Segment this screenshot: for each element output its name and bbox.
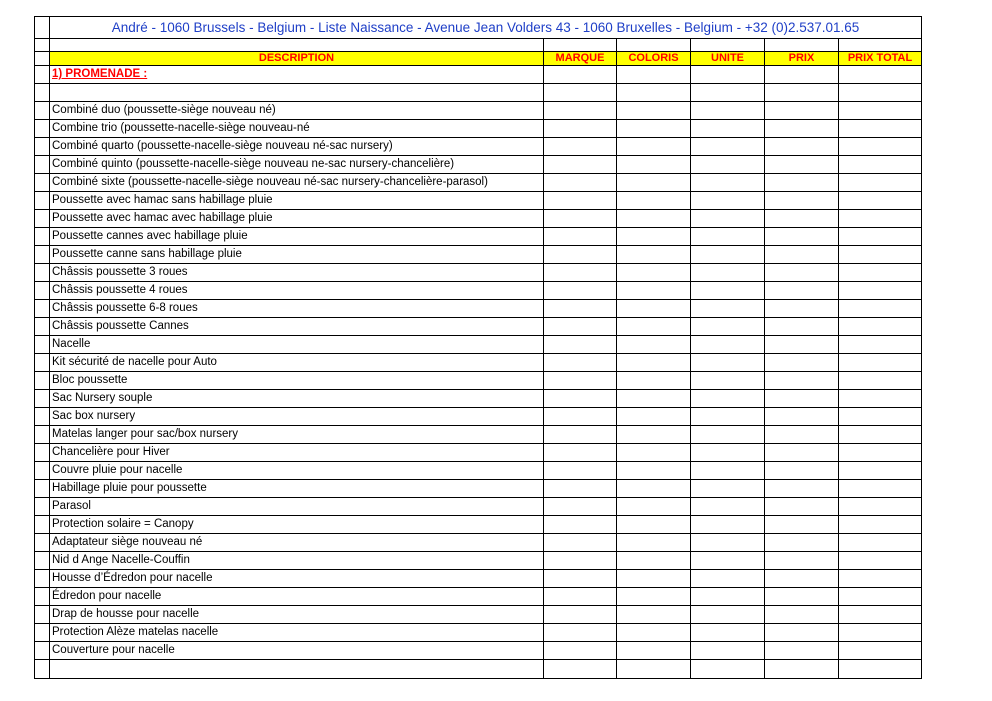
- empty-cell[interactable]: [691, 84, 765, 102]
- item-prix-total[interactable]: [839, 156, 922, 174]
- item-prix[interactable]: [765, 354, 839, 372]
- item-prix[interactable]: [765, 300, 839, 318]
- item-coloris[interactable]: [617, 408, 691, 426]
- row-gutter-cell[interactable]: [35, 156, 50, 174]
- item-prix-total[interactable]: [839, 444, 922, 462]
- section-row: [35, 66, 922, 84]
- item-description[interactable]: Poussette avec hamac sans habillage pluie: [50, 192, 544, 210]
- empty-cell[interactable]: [765, 660, 839, 679]
- table-row: [35, 516, 922, 534]
- item-marque[interactable]: [544, 282, 617, 300]
- item-description[interactable]: Châssis poussette Cannes: [50, 318, 544, 336]
- item-description[interactable]: Nacelle: [50, 336, 544, 354]
- row-gutter-cell[interactable]: [35, 102, 50, 120]
- item-marque[interactable]: [544, 264, 617, 282]
- empty-cell[interactable]: [617, 66, 691, 84]
- row-gutter-cell[interactable]: [35, 174, 50, 192]
- item-unite[interactable]: [691, 228, 765, 246]
- item-unite[interactable]: [691, 300, 765, 318]
- item-unite[interactable]: [691, 552, 765, 570]
- table-row: [35, 624, 922, 642]
- row-gutter-cell[interactable]: [35, 300, 50, 318]
- row-gutter-cell[interactable]: [35, 462, 50, 480]
- item-prix-total[interactable]: [839, 498, 922, 516]
- item-prix[interactable]: [765, 516, 839, 534]
- header-coloris[interactable]: COLORIS: [617, 52, 691, 66]
- item-description[interactable]: Poussette avec hamac avec habillage pluie: [50, 210, 544, 228]
- table-row: [35, 606, 922, 624]
- item-coloris[interactable]: [617, 138, 691, 156]
- row-gutter-cell[interactable]: [35, 372, 50, 390]
- item-marque[interactable]: [544, 246, 617, 264]
- item-prix[interactable]: [765, 408, 839, 426]
- item-unite[interactable]: [691, 138, 765, 156]
- item-marque[interactable]: [544, 192, 617, 210]
- item-marque[interactable]: [544, 120, 617, 138]
- item-prix[interactable]: [765, 318, 839, 336]
- item-prix-total[interactable]: [839, 624, 922, 642]
- item-prix-total[interactable]: [839, 102, 922, 120]
- item-prix-total[interactable]: [839, 192, 922, 210]
- item-prix-total[interactable]: [839, 120, 922, 138]
- item-unite[interactable]: [691, 624, 765, 642]
- item-description[interactable]: Châssis poussette 4 roues: [50, 282, 544, 300]
- item-coloris[interactable]: [617, 156, 691, 174]
- spacer-row: [35, 39, 922, 52]
- row-gutter-cell[interactable]: [35, 246, 50, 264]
- item-prix-total[interactable]: [839, 516, 922, 534]
- item-coloris[interactable]: [617, 390, 691, 408]
- item-prix[interactable]: [765, 498, 839, 516]
- empty-cell[interactable]: [839, 84, 922, 102]
- item-coloris[interactable]: [617, 624, 691, 642]
- table-row: [35, 210, 922, 228]
- item-description[interactable]: Adaptateur siège nouveau né: [50, 534, 544, 552]
- empty-cell[interactable]: [544, 660, 617, 679]
- item-unite[interactable]: [691, 210, 765, 228]
- table-row: [35, 336, 922, 354]
- row-gutter-cell[interactable]: [35, 52, 50, 66]
- item-description[interactable]: Sac box nursery: [50, 408, 544, 426]
- item-unite[interactable]: [691, 102, 765, 120]
- item-prix-total[interactable]: [839, 462, 922, 480]
- item-prix[interactable]: [765, 624, 839, 642]
- table-row: [35, 282, 922, 300]
- table-row: [35, 138, 922, 156]
- blank-row: [35, 660, 922, 679]
- row-gutter-cell[interactable]: [35, 534, 50, 552]
- header-marque[interactable]: MARQUE: [544, 52, 617, 66]
- table-row: [35, 534, 922, 552]
- item-prix-total[interactable]: [839, 372, 922, 390]
- item-marque[interactable]: [544, 336, 617, 354]
- empty-cell[interactable]: [50, 39, 544, 52]
- row-gutter-cell[interactable]: [35, 390, 50, 408]
- table-row: [35, 552, 922, 570]
- item-marque[interactable]: [544, 516, 617, 534]
- item-description[interactable]: Poussette canne sans habillage pluie: [50, 246, 544, 264]
- item-prix-total[interactable]: [839, 264, 922, 282]
- item-coloris[interactable]: [617, 462, 691, 480]
- item-prix[interactable]: [765, 264, 839, 282]
- item-unite[interactable]: [691, 498, 765, 516]
- row-gutter-cell[interactable]: [35, 264, 50, 282]
- item-marque[interactable]: [544, 462, 617, 480]
- row-gutter-cell[interactable]: [35, 282, 50, 300]
- empty-cell[interactable]: [765, 66, 839, 84]
- item-coloris[interactable]: [617, 336, 691, 354]
- spreadsheet-table: [34, 16, 922, 679]
- empty-cell[interactable]: [839, 66, 922, 84]
- item-description[interactable]: Combiné quinto (poussette-nacelle-siège nouveau ne-sac nursery-chancelière): [50, 156, 544, 174]
- item-description[interactable]: Poussette cannes avec habillage pluie: [50, 228, 544, 246]
- row-gutter-cell[interactable]: [35, 606, 50, 624]
- item-description[interactable]: Nid d Ange Nacelle-Couffin: [50, 552, 544, 570]
- item-unite[interactable]: [691, 174, 765, 192]
- item-unite[interactable]: [691, 426, 765, 444]
- row-gutter-cell[interactable]: [35, 552, 50, 570]
- table-row: [35, 372, 922, 390]
- item-marque[interactable]: [544, 300, 617, 318]
- item-unite[interactable]: [691, 246, 765, 264]
- item-prix[interactable]: [765, 390, 839, 408]
- row-gutter-cell[interactable]: [35, 588, 50, 606]
- item-unite[interactable]: [691, 156, 765, 174]
- row-gutter-cell[interactable]: [35, 660, 50, 679]
- item-unite[interactable]: [691, 264, 765, 282]
- empty-cell[interactable]: [691, 39, 765, 52]
- blank-row: [35, 84, 922, 102]
- item-marque[interactable]: [544, 552, 617, 570]
- item-marque[interactable]: [544, 390, 617, 408]
- row-gutter-cell[interactable]: [35, 336, 50, 354]
- item-coloris[interactable]: [617, 606, 691, 624]
- item-description[interactable]: Combine trio (poussette-nacelle-siège nouveau-né: [50, 120, 544, 138]
- item-prix-total[interactable]: [839, 552, 922, 570]
- item-prix-total[interactable]: [839, 642, 922, 660]
- item-coloris[interactable]: [617, 480, 691, 498]
- item-marque[interactable]: [544, 138, 617, 156]
- table-row: [35, 642, 922, 660]
- item-prix[interactable]: [765, 282, 839, 300]
- item-unite[interactable]: [691, 480, 765, 498]
- empty-cell[interactable]: [50, 660, 544, 679]
- item-marque[interactable]: [544, 480, 617, 498]
- table-row: [35, 444, 922, 462]
- item-coloris[interactable]: [617, 264, 691, 282]
- table-row: [35, 570, 922, 588]
- table-row: [35, 192, 922, 210]
- item-coloris[interactable]: [617, 318, 691, 336]
- item-marque[interactable]: [544, 570, 617, 588]
- item-unite[interactable]: [691, 570, 765, 588]
- table-row: [35, 318, 922, 336]
- item-prix[interactable]: [765, 606, 839, 624]
- item-prix-total[interactable]: [839, 300, 922, 318]
- item-description[interactable]: Couverture pour nacelle: [50, 642, 544, 660]
- item-coloris[interactable]: [617, 534, 691, 552]
- item-marque[interactable]: [544, 318, 617, 336]
- item-description[interactable]: Édredon pour nacelle: [50, 588, 544, 606]
- row-gutter-cell[interactable]: [35, 570, 50, 588]
- item-prix[interactable]: [765, 534, 839, 552]
- item-description[interactable]: Châssis poussette 6-8 roues: [50, 300, 544, 318]
- item-marque[interactable]: [544, 606, 617, 624]
- item-prix[interactable]: [765, 480, 839, 498]
- item-coloris[interactable]: [617, 192, 691, 210]
- table-row: [35, 498, 922, 516]
- item-coloris[interactable]: [617, 354, 691, 372]
- item-description[interactable]: Bloc poussette: [50, 372, 544, 390]
- item-coloris[interactable]: [617, 498, 691, 516]
- table-row: [35, 354, 922, 372]
- item-marque[interactable]: [544, 210, 617, 228]
- header-description[interactable]: DESCRIPTION: [50, 52, 544, 66]
- item-marque[interactable]: [544, 354, 617, 372]
- item-prix[interactable]: [765, 462, 839, 480]
- item-coloris[interactable]: [617, 246, 691, 264]
- item-unite[interactable]: [691, 534, 765, 552]
- item-marque[interactable]: [544, 426, 617, 444]
- item-marque[interactable]: [544, 534, 617, 552]
- table-row: [35, 174, 922, 192]
- item-unite[interactable]: [691, 282, 765, 300]
- item-description[interactable]: Parasol: [50, 498, 544, 516]
- item-description[interactable]: Kit sécurité de nacelle pour Auto: [50, 354, 544, 372]
- table-row: [35, 462, 922, 480]
- row-gutter-cell[interactable]: [35, 354, 50, 372]
- item-prix[interactable]: [765, 156, 839, 174]
- item-description[interactable]: Protection Alèze matelas nacelle: [50, 624, 544, 642]
- item-marque[interactable]: [544, 174, 617, 192]
- table-row: [35, 102, 922, 120]
- row-gutter-cell[interactable]: [35, 516, 50, 534]
- item-marque[interactable]: [544, 102, 617, 120]
- item-description[interactable]: Protection solaire = Canopy: [50, 516, 544, 534]
- row-gutter-cell[interactable]: [35, 498, 50, 516]
- item-prix[interactable]: [765, 570, 839, 588]
- header-unite[interactable]: UNITE: [691, 52, 765, 66]
- item-prix-total[interactable]: [839, 426, 922, 444]
- item-unite[interactable]: [691, 120, 765, 138]
- empty-cell[interactable]: [544, 84, 617, 102]
- item-prix-total[interactable]: [839, 318, 922, 336]
- empty-cell[interactable]: [839, 39, 922, 52]
- item-prix-total[interactable]: [839, 480, 922, 498]
- row-gutter-cell[interactable]: [35, 624, 50, 642]
- item-coloris[interactable]: [617, 552, 691, 570]
- item-prix[interactable]: [765, 552, 839, 570]
- item-prix-total[interactable]: [839, 570, 922, 588]
- item-prix[interactable]: [765, 192, 839, 210]
- item-prix[interactable]: [765, 228, 839, 246]
- row-gutter-cell[interactable]: [35, 480, 50, 498]
- item-unite[interactable]: [691, 444, 765, 462]
- item-coloris[interactable]: [617, 516, 691, 534]
- item-description[interactable]: Châssis poussette 3 roues: [50, 264, 544, 282]
- item-prix[interactable]: [765, 336, 839, 354]
- item-coloris[interactable]: [617, 300, 691, 318]
- item-prix-total[interactable]: [839, 408, 922, 426]
- row-gutter-cell[interactable]: [35, 66, 50, 84]
- item-unite[interactable]: [691, 642, 765, 660]
- item-marque[interactable]: [544, 624, 617, 642]
- section-title[interactable]: 1) PROMENADE :: [50, 66, 544, 84]
- header-row: [35, 52, 922, 66]
- item-coloris[interactable]: [617, 120, 691, 138]
- item-prix[interactable]: [765, 138, 839, 156]
- item-marque[interactable]: [544, 498, 617, 516]
- item-prix[interactable]: [765, 444, 839, 462]
- row-gutter-cell[interactable]: [35, 228, 50, 246]
- table-row: [35, 408, 922, 426]
- row-gutter-cell[interactable]: [35, 138, 50, 156]
- item-description[interactable]: Drap de housse pour nacelle: [50, 606, 544, 624]
- row-gutter-cell[interactable]: [35, 39, 50, 52]
- item-unite[interactable]: [691, 318, 765, 336]
- item-unite[interactable]: [691, 372, 765, 390]
- empty-cell[interactable]: [765, 39, 839, 52]
- empty-cell[interactable]: [765, 84, 839, 102]
- item-prix-total[interactable]: [839, 246, 922, 264]
- item-description[interactable]: Housse d’Édredon pour nacelle: [50, 570, 544, 588]
- item-prix-total[interactable]: [839, 534, 922, 552]
- row-gutter-cell[interactable]: [35, 318, 50, 336]
- item-prix-total[interactable]: [839, 336, 922, 354]
- item-prix[interactable]: [765, 120, 839, 138]
- table-row: [35, 426, 922, 444]
- empty-cell[interactable]: [544, 66, 617, 84]
- empty-cell[interactable]: [839, 660, 922, 679]
- table-row: [35, 588, 922, 606]
- item-prix[interactable]: [765, 426, 839, 444]
- empty-cell[interactable]: [50, 84, 544, 102]
- item-description[interactable]: Sac Nursery souple: [50, 390, 544, 408]
- item-unite[interactable]: [691, 390, 765, 408]
- item-prix-total[interactable]: [839, 282, 922, 300]
- item-coloris[interactable]: [617, 642, 691, 660]
- item-description[interactable]: Habillage pluie pour poussette: [50, 480, 544, 498]
- item-prix-total[interactable]: [839, 606, 922, 624]
- table-row: [35, 156, 922, 174]
- empty-cell[interactable]: [617, 84, 691, 102]
- item-description[interactable]: Combiné quarto (poussette-nacelle-siège nouveau né-sac nursery): [50, 138, 544, 156]
- row-gutter-cell[interactable]: [35, 84, 50, 102]
- item-coloris[interactable]: [617, 426, 691, 444]
- item-prix[interactable]: [765, 210, 839, 228]
- empty-cell[interactable]: [691, 66, 765, 84]
- table-row: [35, 390, 922, 408]
- row-gutter-cell[interactable]: [35, 444, 50, 462]
- item-marque[interactable]: [544, 642, 617, 660]
- item-prix-total[interactable]: [839, 354, 922, 372]
- item-description[interactable]: Combiné sixte (poussette-nacelle-siège nouveau né-sac nursery-chancelière-parasol): [50, 174, 544, 192]
- item-coloris[interactable]: [617, 444, 691, 462]
- row-gutter-cell[interactable]: [35, 210, 50, 228]
- item-prix-total[interactable]: [839, 588, 922, 606]
- item-marque[interactable]: [544, 408, 617, 426]
- item-unite[interactable]: [691, 408, 765, 426]
- item-prix[interactable]: [765, 174, 839, 192]
- item-unite[interactable]: [691, 336, 765, 354]
- item-marque[interactable]: [544, 588, 617, 606]
- item-prix[interactable]: [765, 642, 839, 660]
- row-gutter-cell[interactable]: [35, 192, 50, 210]
- row-gutter-cell[interactable]: [35, 17, 50, 39]
- item-marque[interactable]: [544, 156, 617, 174]
- empty-cell[interactable]: [544, 39, 617, 52]
- item-prix-total[interactable]: [839, 210, 922, 228]
- item-coloris[interactable]: [617, 570, 691, 588]
- title-row: [35, 17, 922, 39]
- item-coloris[interactable]: [617, 210, 691, 228]
- item-prix[interactable]: [765, 588, 839, 606]
- table-row: [35, 300, 922, 318]
- header-prix-total[interactable]: PRIX TOTAL: [839, 52, 922, 66]
- item-prix[interactable]: [765, 102, 839, 120]
- row-gutter-cell[interactable]: [35, 408, 50, 426]
- item-unite[interactable]: [691, 606, 765, 624]
- row-gutter-cell[interactable]: [35, 426, 50, 444]
- item-unite[interactable]: [691, 192, 765, 210]
- table-row: [35, 246, 922, 264]
- item-marque[interactable]: [544, 372, 617, 390]
- item-prix[interactable]: [765, 246, 839, 264]
- empty-cell[interactable]: [691, 660, 765, 679]
- item-coloris[interactable]: [617, 174, 691, 192]
- row-gutter-cell[interactable]: [35, 642, 50, 660]
- table-row: [35, 264, 922, 282]
- item-marque[interactable]: [544, 444, 617, 462]
- table-row: [35, 120, 922, 138]
- item-prix-total[interactable]: [839, 228, 922, 246]
- item-description[interactable]: Couvre pluie pour nacelle: [50, 462, 544, 480]
- item-coloris[interactable]: [617, 372, 691, 390]
- item-unite[interactable]: [691, 588, 765, 606]
- sheet-title[interactable]: André - 1060 Brussels - Belgium - Liste Naissance - Avenue Jean Volders 43 - 1060 Bruxelles - Belgium - +32 (0)2.537.01.65: [50, 17, 922, 39]
- item-description[interactable]: Chancelière pour Hiver: [50, 444, 544, 462]
- table-row: [35, 480, 922, 498]
- item-prix[interactable]: [765, 372, 839, 390]
- item-coloris[interactable]: [617, 588, 691, 606]
- item-prix-total[interactable]: [839, 390, 922, 408]
- item-coloris[interactable]: [617, 228, 691, 246]
- empty-cell[interactable]: [617, 660, 691, 679]
- item-marque[interactable]: [544, 228, 617, 246]
- row-gutter-cell[interactable]: [35, 120, 50, 138]
- item-prix-total[interactable]: [839, 174, 922, 192]
- item-unite[interactable]: [691, 462, 765, 480]
- item-coloris[interactable]: [617, 102, 691, 120]
- table-row: [35, 228, 922, 246]
- item-description[interactable]: Combiné duo (poussette-siège nouveau né): [50, 102, 544, 120]
- item-description[interactable]: Matelas langer pour sac/box nursery: [50, 426, 544, 444]
- item-prix-total[interactable]: [839, 138, 922, 156]
- item-unite[interactable]: [691, 516, 765, 534]
- header-prix[interactable]: PRIX: [765, 52, 839, 66]
- item-unite[interactable]: [691, 354, 765, 372]
- empty-cell[interactable]: [617, 39, 691, 52]
- item-coloris[interactable]: [617, 282, 691, 300]
